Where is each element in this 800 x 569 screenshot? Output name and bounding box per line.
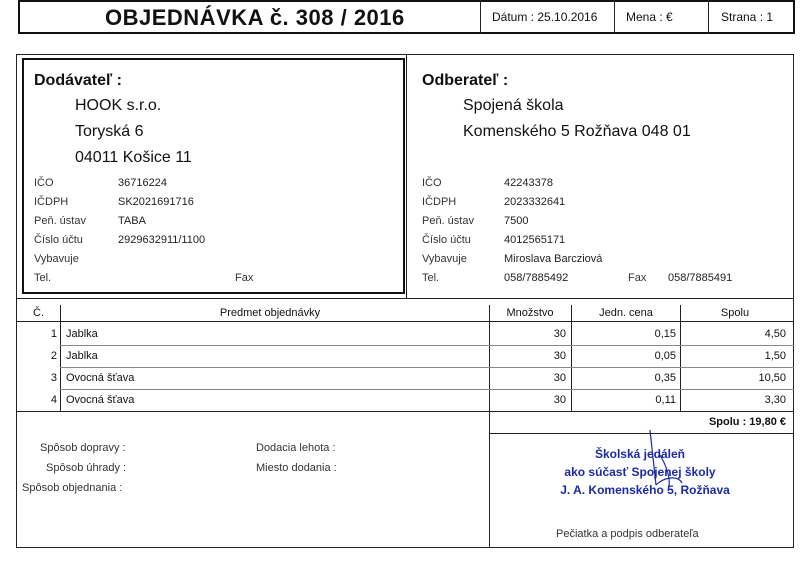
header-divider — [708, 0, 709, 34]
currency: Mena : € — [626, 10, 673, 24]
row-total: 4,50 — [764, 328, 786, 340]
table-top-border — [16, 298, 794, 299]
col-divider-qty — [489, 305, 490, 548]
order-sum: Spolu : 19,80 € — [708, 416, 786, 428]
row-total: 1,50 — [764, 350, 786, 362]
table-bottom-border — [16, 411, 794, 412]
signature-mark — [620, 425, 700, 505]
supplier-name: HOOK s.r.o. — [75, 97, 162, 114]
row-num: 1 — [50, 328, 57, 340]
row-qty: 30 — [553, 372, 566, 384]
stamp-caption: Pečiatka a podpis odberateľa — [556, 528, 699, 540]
document-title: OBJEDNÁVKA č. 308 / 2016 — [105, 5, 405, 30]
customer-fax-value: 058/7885491 — [668, 272, 733, 284]
supplier-box — [22, 58, 405, 294]
customer-name: Spojená škola — [463, 97, 564, 114]
customer-bank-value: 7500 — [504, 215, 529, 227]
delivery-place-label: Miesto dodania : — [256, 462, 337, 474]
supplier-ico-value: 36716224 — [118, 177, 167, 189]
col-divider-total — [680, 305, 681, 411]
order-method-label: Spôsob objednania : — [22, 482, 123, 494]
row-unit: 0,35 — [654, 372, 676, 384]
header-divider — [480, 0, 481, 34]
stamp-line: ako súčasť Spojenej školy — [564, 465, 716, 479]
supplier-icdph-value: SK2021691716 — [118, 196, 194, 208]
supplier-street: Toryská 6 — [75, 123, 144, 140]
supplier-ico-label: IČO — [34, 177, 54, 189]
customer-address: Komenského 5 Rožňava 048 01 — [463, 123, 691, 140]
stamp-line: J. A. Komenského 5, Rožňava — [560, 483, 730, 497]
stamp-line: Školská jedáleň — [594, 447, 686, 461]
delivery-method-label: Spôsob dopravy : — [40, 442, 126, 454]
row-num: 3 — [50, 372, 57, 384]
row-unit: 0,11 — [655, 394, 676, 406]
col-header-qty: Množstvo — [506, 307, 554, 319]
customer-ico-label: IČO — [422, 177, 442, 189]
row-qty: 30 — [553, 350, 566, 362]
supplier-tel-label: Tel. — [34, 272, 52, 284]
supplier-bank-value: TABA — [118, 215, 146, 227]
row-item: Ovocná šťava — [66, 372, 135, 384]
row-item: Ovocná šťava — [66, 394, 135, 406]
col-header-unit: Jedn. cena — [599, 307, 653, 319]
row-item: Jablka — [66, 350, 98, 362]
row-qty: 30 — [553, 394, 566, 406]
customer-heading: Odberateľ : — [422, 72, 509, 89]
row-unit: 0,05 — [654, 350, 676, 362]
supplier-bank-label: Peň. ústav — [34, 215, 86, 227]
customer-handler-value: Miroslava Barcziová — [504, 253, 603, 265]
row-num: 2 — [50, 350, 57, 362]
order-date: Dátum : 25.10.2016 — [492, 10, 598, 24]
party-divider — [406, 54, 407, 298]
row-qty: 30 — [553, 328, 566, 340]
customer-account-value: 4012565171 — [504, 234, 566, 246]
row-divider — [60, 345, 794, 346]
row-unit: 0,15 — [654, 328, 676, 340]
row-item: Jablka — [66, 328, 98, 340]
customer-fax-label: Fax — [628, 272, 647, 284]
supplier-icdph-label: IČDPH — [34, 196, 69, 208]
row-divider — [60, 367, 794, 368]
row-total: 3,30 — [764, 394, 786, 406]
row-num: 4 — [50, 394, 57, 406]
col-header-item: Predmet objednávky — [219, 307, 321, 319]
payment-method-label: Spôsob úhrady : — [46, 462, 127, 474]
supplier-account-value: 2929632911/1100 — [118, 234, 206, 246]
customer-icdph-value: 2023332641 — [504, 196, 566, 208]
customer-handler-label: Vybavuje — [422, 253, 467, 265]
header-divider — [614, 0, 615, 34]
customer-tel-value: 058/7885492 — [504, 272, 569, 284]
customer-bank-label: Peň. ústav — [422, 215, 474, 227]
customer-icdph-label: IČDPH — [422, 196, 457, 208]
row-total: 10,50 — [758, 372, 786, 384]
customer-ico-value: 42243378 — [504, 177, 553, 189]
supplier-fax-label: Fax — [235, 272, 254, 284]
page-number: Strana : 1 — [721, 10, 774, 24]
col-header-num: Č. — [33, 307, 44, 319]
supplier-account-label: Číslo účtu — [34, 234, 83, 246]
customer-account-label: Číslo účtu — [422, 234, 471, 246]
supplier-handler-label: Vybavuje — [34, 253, 79, 265]
supplier-heading: Dodávateľ : — [34, 72, 122, 89]
table-header-border — [16, 321, 794, 322]
delivery-deadline-label: Dodacia lehota : — [256, 442, 336, 454]
col-divider-num — [60, 305, 61, 411]
row-divider — [60, 389, 794, 390]
col-header-total: Spolu — [720, 307, 750, 319]
supplier-city: 04011 Košice 11 — [75, 149, 192, 166]
col-divider-unit — [571, 305, 572, 411]
customer-tel-label: Tel. — [422, 272, 440, 284]
